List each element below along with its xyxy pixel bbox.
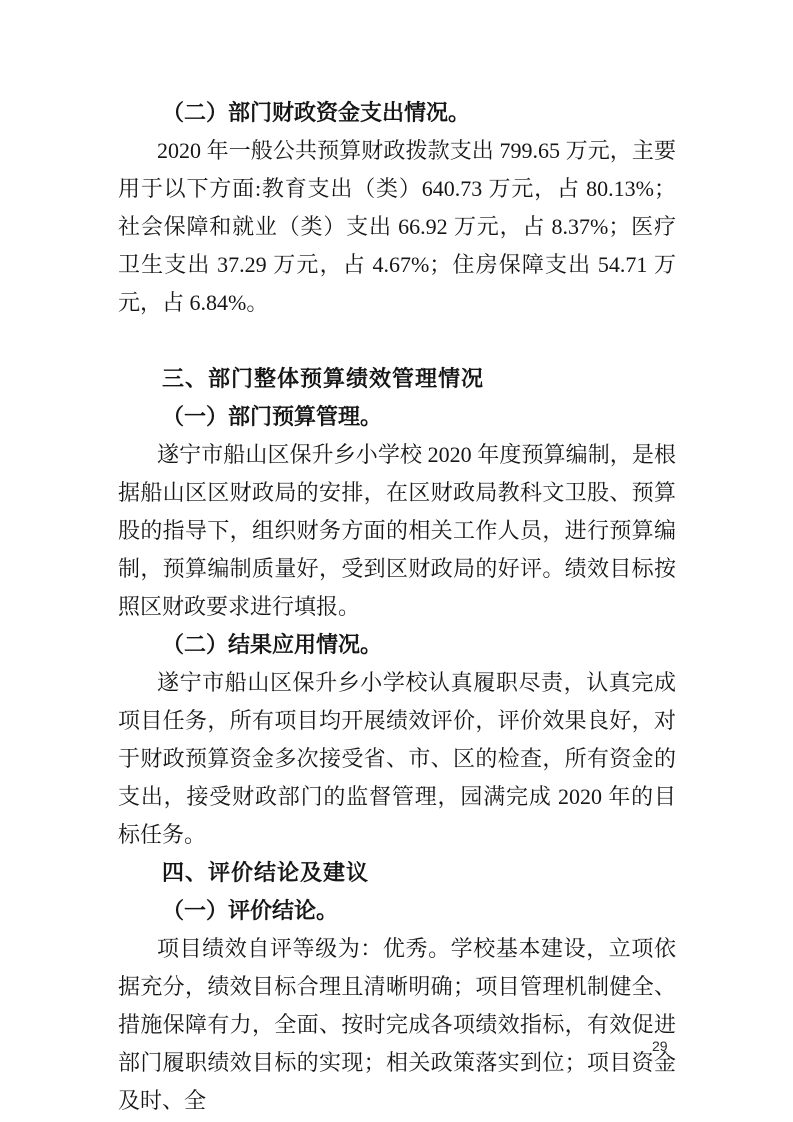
blank-line: [118, 322, 676, 360]
heading-section-3-performance-management: 三、部门整体预算绩效管理情况: [162, 366, 485, 391]
paragraph-budget-management: 遂宁市船山区保升乡小学校 2020 年度预算编制，是根据船山区区财政局的安排，在区财政局教科文卫股、预算股的指导下，组织财务方面的相关工作人员，进行预算编制，预算编制质量好，受到区财政局的好评。绩效目标按照区财政要求进行填报。: [118, 442, 676, 619]
paragraph-expenditure-breakdown: 2020 年一般公共预算财政拨款支出 799.65 万元，主要用于以下方面:教育支出（类）640.73 万元，占 80.13%；社会保障和就业（类）支出 66.92 万元，占 8.37%；医疗卫生支出 37.29 万元，占 4.67%；住房保障支出 54.71 万元，占 6.84%。: [118, 138, 676, 315]
heading-section-2-fiscal-expenditure: （二）部门财政资金支出情况。: [162, 100, 471, 125]
heading-section-4-1-evaluation-conclusion: （一）评价结论。: [162, 898, 339, 923]
paragraph-result-application: 遂宁市船山区保升乡小学校认真履职尽责，认真完成项目任务，所有项目均开展绩效评价，评价效果良好，对于财政预算资金多次接受省、市、区的检查，所有资金的支出，接受财政部门的监督管理，园满完成 2020 年的目标任务。: [118, 670, 676, 847]
heading-section-3-1-budget-management: （一）部门预算管理。: [162, 404, 383, 429]
page-number: 29: [652, 1038, 668, 1054]
heading-section-4-conclusion-suggestions: 四、评价结论及建议: [162, 860, 370, 885]
document-body: [118, 94, 676, 1120]
heading-section-3-2-result-application: （二）结果应用情况。: [162, 632, 383, 657]
paragraph-evaluation-conclusion: 项目绩效自评等级为：优秀。学校基本建设，立项依据充分，绩效目标合理且清晰明确；项目管理机制健全、措施保障有力，全面、按时完成各项绩效指标，有效促进部门履职绩效目标的实现；相关政策落实到位；项目资金及时、全: [118, 936, 676, 1113]
